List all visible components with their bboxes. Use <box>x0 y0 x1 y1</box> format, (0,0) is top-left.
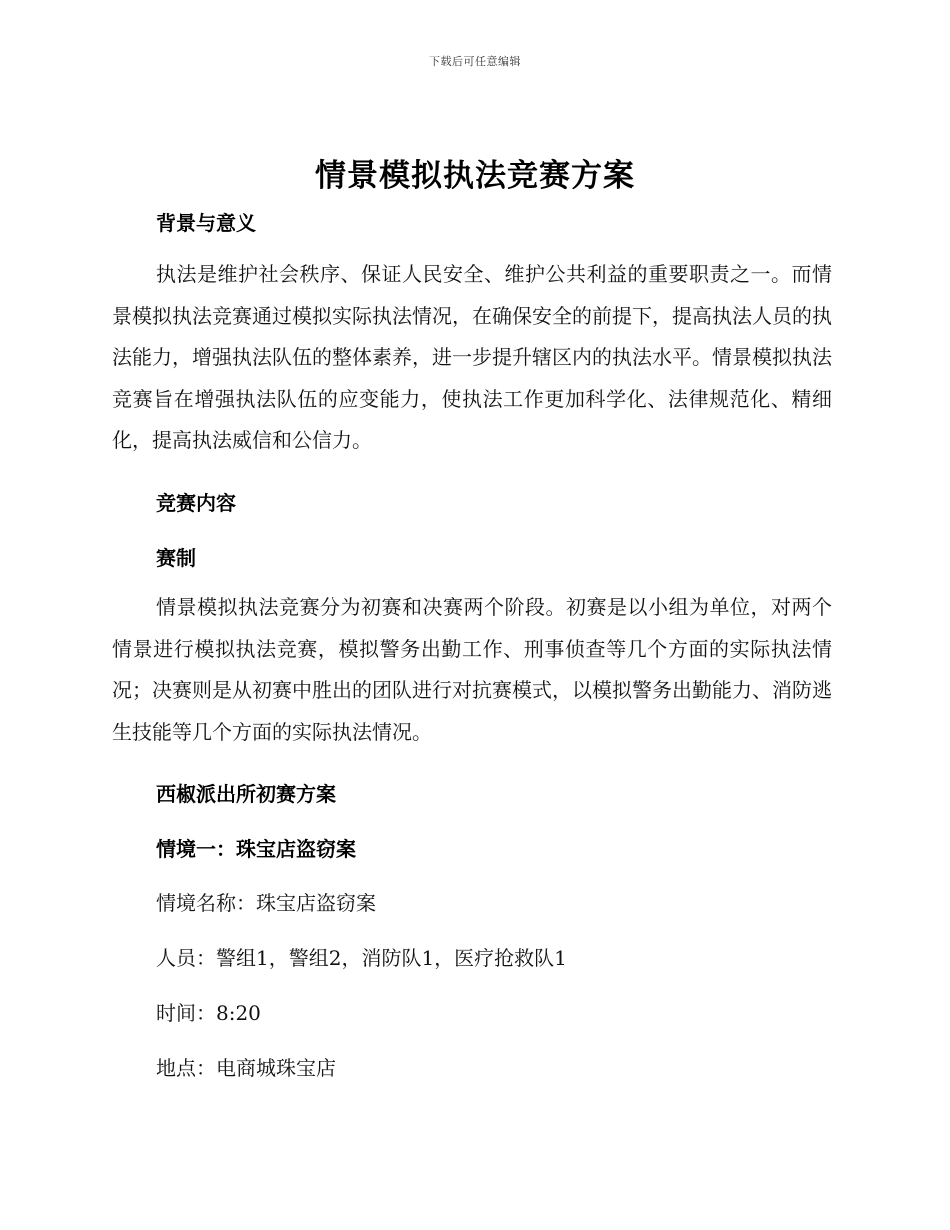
section-heading-background: 背景与意义 <box>156 211 256 235</box>
format-paragraph: 情景模拟执法竞赛分为初赛和决赛两个阶段。初赛是以小组为单位，对两个情景进行模拟执法竞赛，模拟警务出勤工作、刑事侦查等几个方面的实际执法情况；决赛则是从初赛中胜出的团队进行对抗赛模式，以模拟警务出勤能力、消防逃生技能等几个方面的实际执法情况。 <box>112 595 832 744</box>
scenario-1-place: 地点：电商城珠宝店 <box>156 1056 336 1080</box>
scenario-1-time: 时间：8:20 <box>156 1001 261 1025</box>
section-heading-prelim-plan: 西椒派出所初赛方案 <box>156 782 336 806</box>
section-heading-format: 赛制 <box>156 546 196 570</box>
scenario-1-people: 人员：警组1，警组2，消防队1，医疗抢救队1 <box>156 946 567 970</box>
page-header-note: 下载后可任意编辑 <box>429 55 521 68</box>
background-paragraph: 执法是维护社会秩序、保证人民安全、维护公共利益的重要职责之一。而情景模拟执法竞赛通过模拟实际执法情况，在确保安全的前提下，提高执法人员的执法能力，增强执法队伍的整体素养，进一步提升辖区内的执法水平。情景模拟执法竞赛旨在增强执法队伍的应变能力，使执法工作更加科学化、法律规范化、精细化，提高执法威信和公信力。 <box>112 262 832 453</box>
section-heading-content: 竞赛内容 <box>156 491 236 515</box>
document-title: 情景模拟执法竞赛方案 <box>315 158 635 194</box>
scenario-1-name: 情境名称：珠宝店盗窃案 <box>156 891 376 915</box>
section-heading-scenario-1: 情境一：珠宝店盗窃案 <box>156 837 356 861</box>
